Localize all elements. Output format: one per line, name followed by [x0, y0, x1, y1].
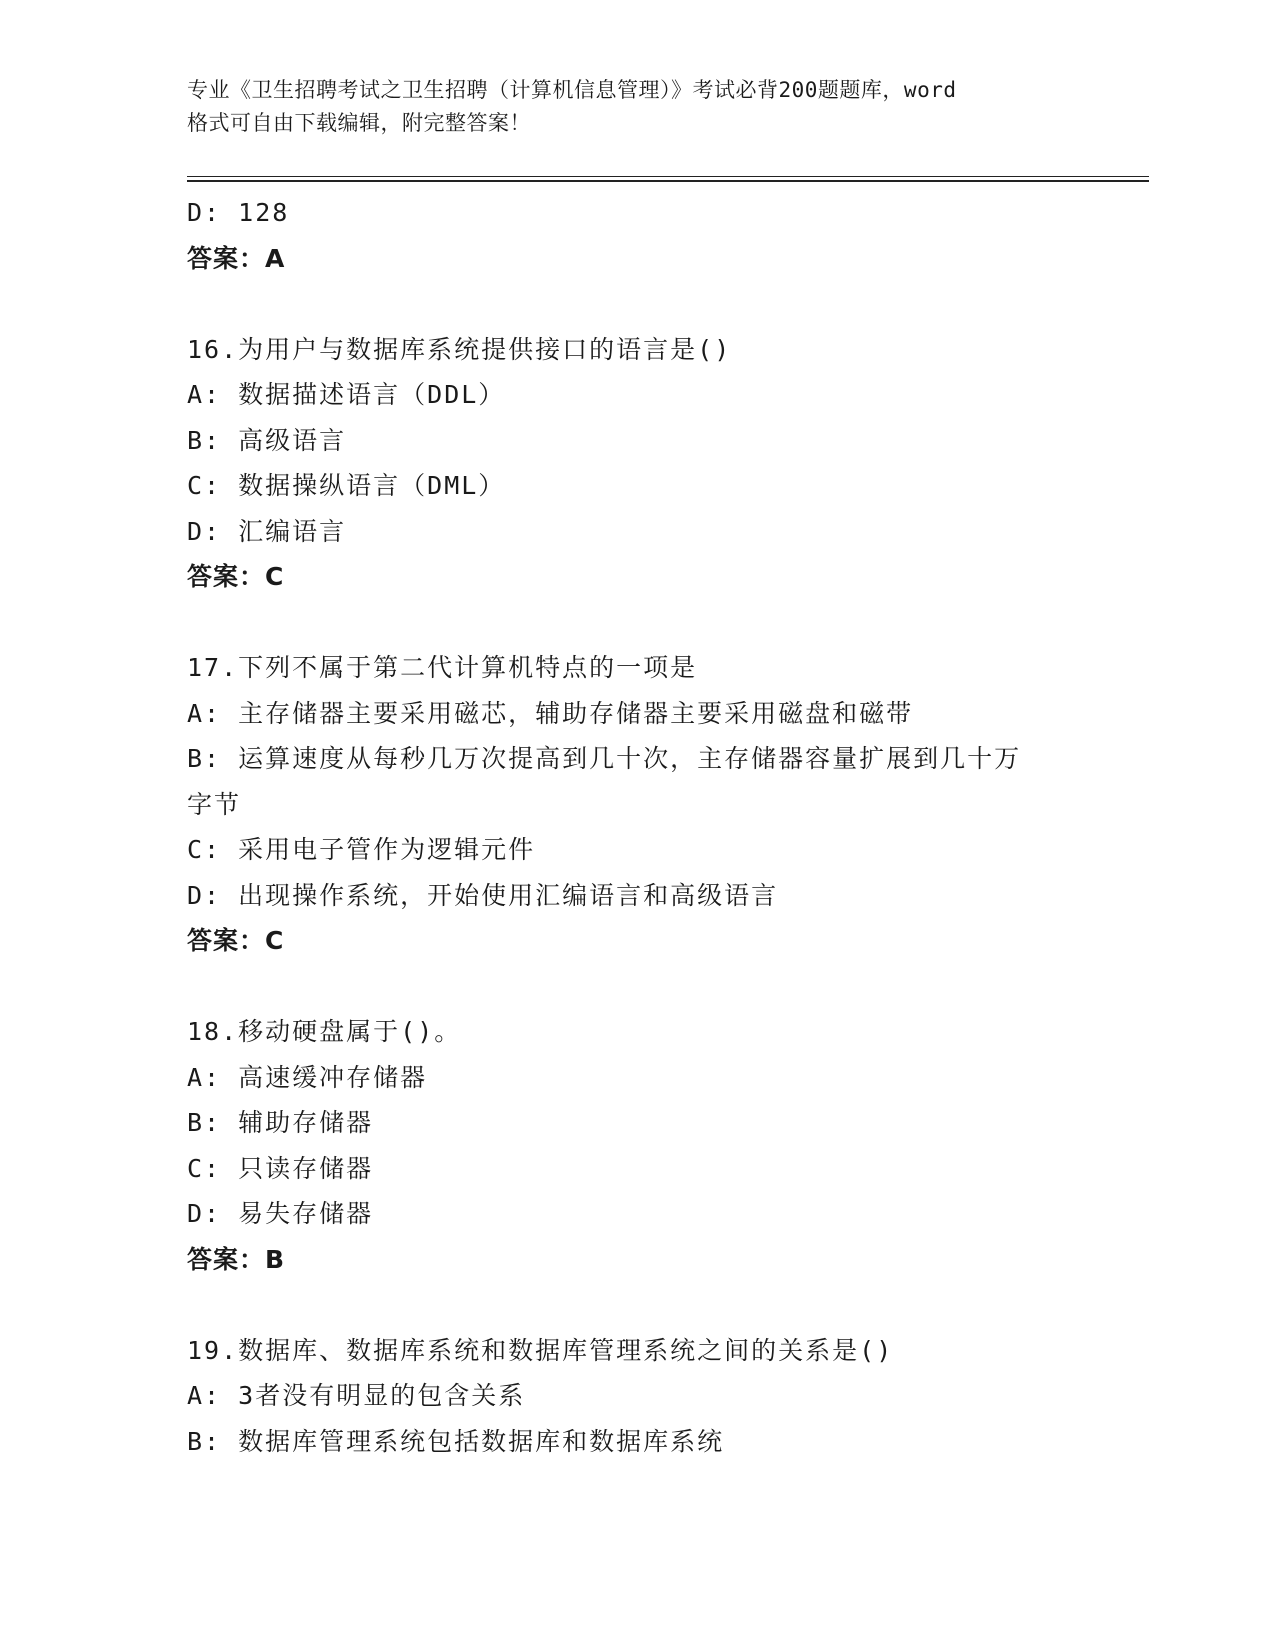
- option-a: A: 高速缓冲存储器: [187, 1062, 428, 1092]
- spacer: [187, 1282, 1147, 1328]
- option-b: B: 运算速度从每秒几万次提高到几十次，主存储器容量扩展到几十万: [187, 744, 1022, 773]
- header-divider: [187, 176, 1149, 182]
- option-d: D: 128: [187, 198, 290, 227]
- spacer: [187, 964, 1147, 1010]
- option-c: C: 采用电子管作为逻辑元件: [187, 835, 536, 864]
- answer: 答案：C: [187, 926, 285, 955]
- option-d: D: 出现操作系统，开始使用汇编语言和高级语言: [187, 880, 779, 910]
- question-16: [187, 327, 1147, 600]
- question-18: [187, 1009, 1147, 1282]
- question-stem: 16.为用户与数据库系统提供接口的语言是(): [187, 334, 732, 364]
- option-a: A: 主存储器主要采用磁芯，辅助存储器主要采用磁盘和磁带: [187, 698, 914, 728]
- option-b: B: 数据库管理系统包括数据库和数据库系统: [187, 1426, 725, 1456]
- answer: 答案：B: [187, 1244, 286, 1274]
- answer: 答案：A: [187, 243, 286, 273]
- document-header: [187, 74, 1107, 140]
- question-stem: 17.下列不属于第二代计算机特点的一项是: [187, 653, 698, 682]
- question-list: [187, 190, 1147, 1464]
- question-stem: 19.数据库、数据库系统和数据库管理系统之间的关系是(): [187, 1335, 894, 1365]
- option-b-continued: 字节: [187, 789, 242, 819]
- option-d: D: 易失存储器: [187, 1199, 374, 1228]
- option-c: C: 数据操纵语言（DML）: [187, 471, 506, 500]
- header-line-1: 专业《卫生招聘考试之卫生招聘（计算机信息管理）》考试必背200题题库，word: [187, 78, 957, 102]
- spacer: [187, 600, 1147, 646]
- option-d: D: 汇编语言: [187, 516, 347, 546]
- answer: 答案：C: [187, 562, 285, 591]
- question-stem: 18.移动硬盘属于()。: [187, 1017, 462, 1046]
- question-19: [187, 1328, 1147, 1465]
- option-a: A: 数据描述语言（DDL）: [187, 380, 506, 409]
- question-17: [187, 645, 1147, 964]
- option-a: A: 3者没有明显的包含关系: [187, 1381, 526, 1410]
- option-c: C: 只读存储器: [187, 1153, 374, 1183]
- header-line-2: 格式可自由下载编辑，附完整答案！: [187, 111, 531, 135]
- option-b: B: 高级语言: [187, 425, 347, 455]
- option-b: B: 辅助存储器: [187, 1108, 374, 1137]
- spacer: [187, 281, 1147, 327]
